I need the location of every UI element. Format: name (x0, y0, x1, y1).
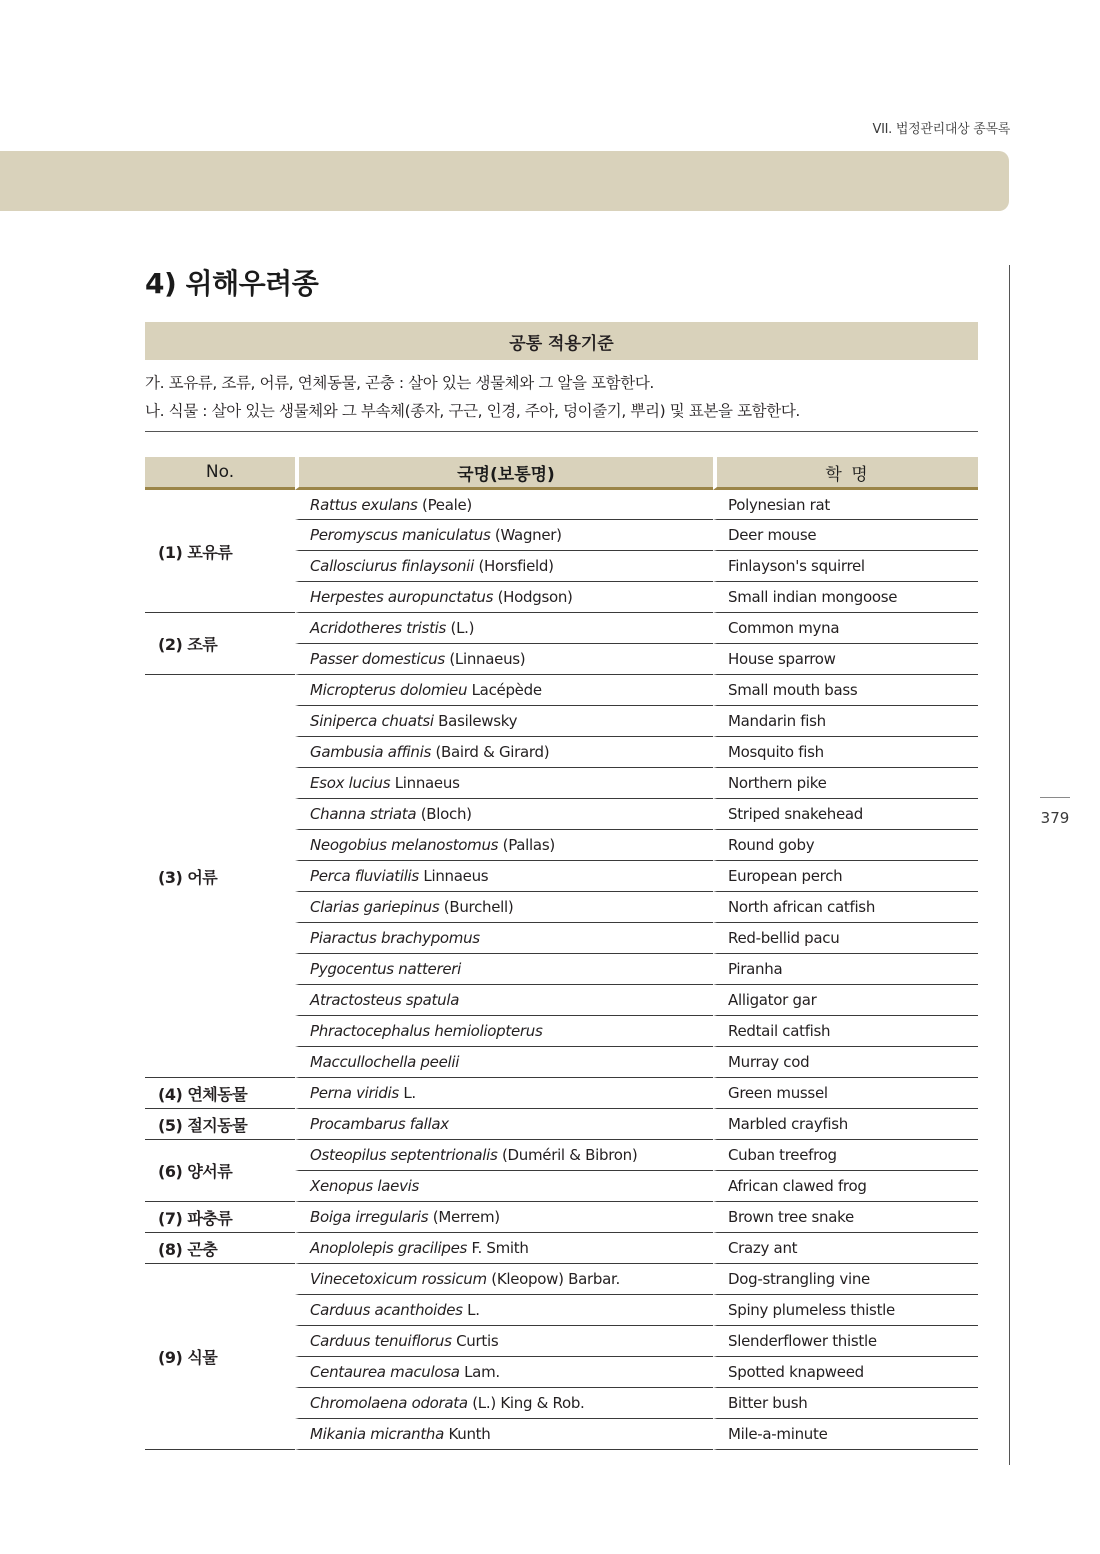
species-name-italic: Clarias gariepinus (310, 898, 440, 916)
species-name-cell (295, 954, 713, 985)
common-name-cell: Cuban treefrog (713, 1140, 978, 1171)
species-name-italic: Xenopus laevis (310, 1177, 420, 1195)
species-author: (Horsfield) (474, 557, 554, 575)
species-name-cell (295, 582, 713, 613)
species-name-italic: Boiga irregularis (310, 1208, 429, 1226)
species-name-italic: Perca fluviatilis (310, 867, 419, 885)
species-author: (Bloch) (416, 805, 472, 823)
species-name-cell (295, 1295, 713, 1326)
common-name-cell: Spiny plumeless thistle (713, 1295, 978, 1326)
species-name-cell (295, 1357, 713, 1388)
common-name-cell: Northern pike (713, 768, 978, 799)
species-name-italic: Peromyscus maniculatus (310, 526, 491, 544)
species-author: L. (398, 1084, 416, 1102)
species-name-italic: Chromolaena odorata (310, 1394, 468, 1412)
table-row (145, 1078, 978, 1109)
table-row (145, 675, 978, 706)
common-name-cell: Bitter bush (713, 1388, 978, 1419)
species-name-cell (295, 985, 713, 1016)
species-name-italic: Neogobius melanostomus (310, 836, 499, 854)
species-author: (L.) (446, 619, 475, 637)
species-name-italic: Vinecetoxicum rossicum (310, 1270, 487, 1288)
species-name-italic: Pygocentus nattereri (310, 960, 461, 978)
common-name-cell: Small mouth bass (713, 675, 978, 706)
header-no: No. (145, 457, 295, 490)
species-author: (L.) King & Rob. (467, 1394, 585, 1412)
species-name-italic: Osteopilus septentrionalis (310, 1146, 498, 1164)
species-name-cell (295, 1264, 713, 1295)
section-title: 4) 위해우려종 (145, 267, 319, 300)
species-name-cell (295, 737, 713, 768)
common-name-cell: House sparrow (713, 644, 978, 675)
species-table-body (145, 490, 978, 1450)
species-author: (Burchell) (439, 898, 514, 916)
species-name-cell (295, 1171, 713, 1202)
species-name-cell (295, 1078, 713, 1109)
species-author: Linnaeus (390, 774, 460, 792)
species-name-italic: Esox lucius (310, 774, 391, 792)
species-name-cell (295, 1140, 713, 1171)
page-number: 379 (1040, 809, 1070, 827)
group-label: (1) 포유류 (145, 490, 295, 613)
group-label: (7) 파충류 (145, 1202, 295, 1233)
common-name-cell: Marbled crayfish (713, 1109, 978, 1140)
common-name-cell: Crazy ant (713, 1233, 978, 1264)
species-author: Kunth (444, 1425, 491, 1443)
table-row (145, 1140, 978, 1171)
common-name-cell: Spotted knapweed (713, 1357, 978, 1388)
species-name-cell (295, 520, 713, 551)
common-name-cell: African clawed frog (713, 1171, 978, 1202)
species-name-cell (295, 1202, 713, 1233)
common-name-cell: Redtail catfish (713, 1016, 978, 1047)
criteria-line: 나. 식물 : 살아 있는 생물체와 그 부속체(종자, 구근, 인경, 주아, 덩이줄기, 뿌리) 및 표본을 포함한다. (145, 402, 800, 420)
species-author: Linnaeus (418, 867, 489, 885)
group-label: (6) 양서류 (145, 1140, 295, 1202)
species-name-cell (295, 644, 713, 675)
common-name-cell: Round goby (713, 830, 978, 861)
common-name-cell: Striped snakehead (713, 799, 978, 830)
species-author: L. (462, 1301, 480, 1319)
species-name-cell (295, 551, 713, 582)
species-name-italic: Maccullochella peelii (310, 1053, 460, 1071)
criteria-list (145, 369, 978, 425)
species-name-cell (295, 490, 713, 520)
species-name-italic: Gambusia affinis (310, 743, 432, 761)
species-author: (Kleopow) Barbar. (486, 1270, 620, 1288)
common-name-cell: European perch (713, 861, 978, 892)
species-name-italic: Atractosteus spatula (310, 991, 460, 1009)
common-name-cell: Polynesian rat (713, 490, 978, 520)
species-name-cell (295, 830, 713, 861)
species-name-cell (295, 1326, 713, 1357)
species-name-cell (295, 1419, 713, 1450)
table-row (145, 1233, 978, 1264)
common-name-cell: Mile-a-minute (713, 1419, 978, 1450)
table-row (145, 1202, 978, 1233)
species-name-italic: Carduus tenuiflorus (310, 1332, 452, 1350)
group-label: (9) 식물 (145, 1264, 295, 1450)
species-name-cell (295, 675, 713, 706)
species-author: (Hodgson) (493, 588, 573, 606)
common-name-cell: Finlayson's squirrel (713, 551, 978, 582)
group-label: (4) 연체동물 (145, 1078, 295, 1109)
species-name-cell (295, 706, 713, 737)
species-table (145, 457, 978, 1450)
species-name-cell (295, 1233, 713, 1264)
common-name-cell: Piranha (713, 954, 978, 985)
species-name-cell (295, 613, 713, 644)
species-author: (Pallas) (498, 836, 555, 854)
table-header-row (145, 457, 978, 490)
species-author: (Linnaeus) (444, 650, 526, 668)
species-name-italic: Channa striata (310, 805, 417, 823)
group-label: (5) 절지동물 (145, 1109, 295, 1140)
common-name-cell: Murray cod (713, 1047, 978, 1078)
species-name-italic: Passer domesticus (310, 650, 445, 668)
species-name-italic: Mikania micrantha (310, 1425, 444, 1443)
running-head: VII. 법정관리대상 종목록 (872, 122, 1010, 137)
group-label: (2) 조류 (145, 613, 295, 675)
common-name-cell: Green mussel (713, 1078, 978, 1109)
page-number-rule (1040, 797, 1070, 798)
table-row (145, 1264, 978, 1295)
species-name-italic: Carduus acanthoides (310, 1301, 463, 1319)
species-name-italic: Procambarus fallax (310, 1115, 449, 1133)
table-row (145, 613, 978, 644)
species-author: (Merrem) (428, 1208, 500, 1226)
species-author: Lam. (459, 1363, 500, 1381)
common-name-cell: Deer mouse (713, 520, 978, 551)
species-name-italic: Phractocephalus hemioliopterus (310, 1022, 543, 1040)
common-name-cell: Slenderflower thistle (713, 1326, 978, 1357)
species-name-italic: Micropterus dolomieu (310, 681, 468, 699)
species-name-cell (295, 923, 713, 954)
species-author: F. Smith (467, 1239, 529, 1257)
margin-rule (1009, 265, 1010, 1465)
species-name-italic: Rattus exulans (310, 495, 418, 514)
criteria-header: 공통 적용기준 (145, 322, 978, 360)
common-name-cell: Small indian mongoose (713, 582, 978, 613)
species-name-italic: Centaurea maculosa (310, 1363, 460, 1381)
criteria-line: 가. 포유류, 조류, 어류, 연체동물, 곤충 : 살아 있는 생물체와 그 알을 포함한다. (145, 374, 654, 392)
common-name-cell: Alligator gar (713, 985, 978, 1016)
group-label: (8) 곤충 (145, 1233, 295, 1264)
species-name-cell (295, 1388, 713, 1419)
species-name-italic: Perna viridis (310, 1084, 399, 1102)
species-name-cell (295, 1109, 713, 1140)
criteria-rule (145, 431, 978, 432)
species-name-italic: Callosciurus finlaysonii (310, 557, 474, 575)
species-name-italic: Anoplolepis gracilipes (310, 1239, 468, 1257)
common-name-cell: North african catfish (713, 892, 978, 923)
species-author: Lacépède (467, 681, 542, 699)
species-name-italic: Siniperca chuatsi (310, 712, 434, 730)
species-name-italic: Herpestes auropunctatus (310, 588, 494, 606)
common-name-cell: Dog-strangling vine (713, 1264, 978, 1295)
group-label: (3) 어류 (145, 675, 295, 1078)
species-author: Basilewsky (433, 712, 518, 730)
species-name-cell (295, 768, 713, 799)
chapter-banner (0, 151, 1009, 211)
species-name-cell (295, 892, 713, 923)
header-common-name: 국명(보통명) (295, 457, 713, 490)
table-row (145, 1109, 978, 1140)
species-name-cell (295, 799, 713, 830)
species-name-italic: Acridotheres tristis (310, 619, 447, 637)
species-author: (Baird & Girard) (431, 743, 550, 761)
common-name-cell: Common myna (713, 613, 978, 644)
common-name-cell: Brown tree snake (713, 1202, 978, 1233)
table-row (145, 490, 978, 520)
common-name-cell: Red-bellid pacu (713, 923, 978, 954)
species-name-cell (295, 861, 713, 892)
species-name-italic: Piaractus brachypomus (310, 929, 480, 947)
species-author: (Wagner) (490, 526, 562, 544)
common-name-cell: Mosquito fish (713, 737, 978, 768)
species-author: (Duméril & Bibron) (497, 1146, 638, 1164)
species-name-cell (295, 1016, 713, 1047)
species-name-cell (295, 1047, 713, 1078)
common-name-cell: Mandarin fish (713, 706, 978, 737)
species-author: (Peale) (417, 495, 472, 514)
species-author: Curtis (451, 1332, 499, 1350)
header-scientific-name: 학 명 (713, 457, 978, 490)
